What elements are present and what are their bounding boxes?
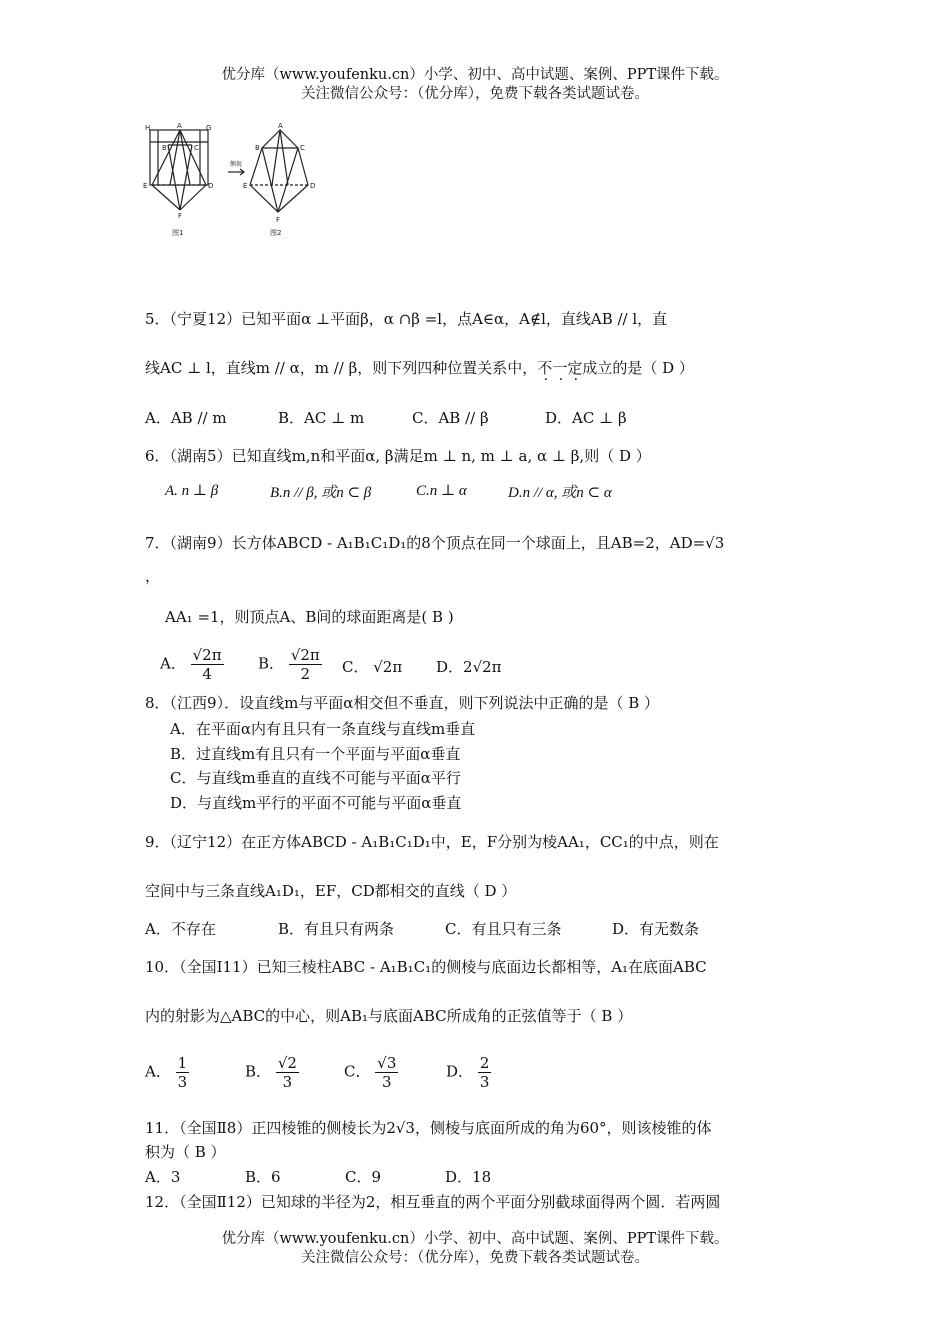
q10-option-c-num: √3 <box>377 1054 397 1072</box>
q7-option-b-fraction <box>289 646 322 683</box>
q6-line-1: 6．（湖南5）已知直线m,n和平面α, β满足m ⊥ n, m ⊥ a, α ⊥ β,则（ D ） <box>145 447 651 465</box>
q10-option-b-fraction <box>276 1054 299 1091</box>
q8-option-d: D．与直线m平行的平面不可能与平面α垂直 <box>170 794 462 812</box>
q11-option-a: A．3 <box>145 1168 181 1186</box>
q7-option-d: D．2√2π <box>436 658 502 676</box>
fig-arrow-label: 侧视 <box>230 161 243 168</box>
q8-option-a: A．在平面α内有且只有一条直线与直线m垂直 <box>170 720 476 738</box>
q10-option-d-label: D． <box>446 1062 474 1081</box>
q5-option-c: C．AB // β <box>412 409 489 427</box>
q11-line-1: 11．（全国Ⅱ8）正四棱锥的侧棱长为2√3，侧棱与底面所成的角为60°，则该棱锥的体 <box>145 1119 712 1137</box>
fig1-label-E: E <box>143 182 148 190</box>
q10-option-d-den: 3 <box>479 1073 490 1091</box>
q11-option-d: D．18 <box>445 1168 492 1186</box>
q10-option-a-label: A． <box>145 1062 171 1081</box>
q8-option-b: B．过直线m有且只有一个平面与平面α垂直 <box>170 745 461 763</box>
q9-line-1: 9．（辽宁12）在正方体ABCD - A₁B₁C₁D₁中，E，F分别为棱AA₁，CC₁的中点，则在 <box>145 833 719 851</box>
q7-option-b-num: √2π <box>290 646 320 664</box>
q6-option-d: D.n // α, 或n ⊂ α <box>508 485 612 501</box>
q5-line-2-end: 成立的是（ D ） <box>582 359 694 377</box>
footer-line-2: 关注微信公众号：（优分库），免费下载各类试题试卷。 <box>301 1250 649 1266</box>
q7-option-a-den: 4 <box>202 665 212 683</box>
q10-option-b <box>245 1054 299 1091</box>
q5-option-a: A．AB // m <box>145 409 227 427</box>
fig2-caption: 图2 <box>270 229 282 237</box>
q10-option-c <box>344 1054 398 1091</box>
q11-option-c: C．9 <box>345 1168 382 1186</box>
q10-option-d-num: 2 <box>479 1054 490 1072</box>
q5-emph-2: 一 <box>552 359 568 377</box>
header-line-2: 关注微信公众号：（优分库），免费下载各类试题试卷。 <box>301 86 649 102</box>
fig1-caption: 图1 <box>172 229 184 237</box>
q7-option-a-label: A． <box>160 654 186 673</box>
q7-line-1: 7．（湖南9）长方体ABCD - A₁B₁C₁D₁的8个顶点在同一个球面上，且AB=2，AD=√3 <box>145 534 725 552</box>
q5-option-b: B．AC ⊥ m <box>278 409 365 427</box>
q5-line-1: 5．（宁夏12）已知平面α ⊥平面β，α ∩β =l，点A∈α，A∉l，直线AB // l，直 <box>145 310 668 328</box>
q10-option-a-num: 1 <box>177 1054 188 1072</box>
q7-comma: ， <box>145 567 161 585</box>
fig2-label-A: A <box>278 122 283 130</box>
q10-option-a-den: 3 <box>177 1073 188 1091</box>
q10-option-a <box>145 1054 189 1091</box>
fig2-label-F: F <box>276 216 281 224</box>
q6-option-c: C.n ⊥ α <box>416 483 467 499</box>
q5-emph-3: 定 <box>567 359 583 377</box>
footer-line-1: 优分库（www.youfenku.cn）小学、初中、高中试题、案例、PPT课件下载。 <box>221 1231 729 1247</box>
q7-option-a <box>160 646 224 683</box>
q10-option-c-den: 3 <box>382 1073 392 1091</box>
fig2-label-B: B <box>255 144 260 152</box>
q7-option-b <box>258 646 322 683</box>
fig1-label-A: A <box>177 122 182 130</box>
fig1-label-B: B <box>162 144 167 152</box>
q9-option-b: B．有且只有两条 <box>278 920 395 938</box>
q7-option-b-label: B． <box>258 654 285 673</box>
fig1-label-C: C <box>194 144 199 152</box>
fig1-label-G: G <box>206 124 212 132</box>
q11-line-2: 积为（ B ） <box>145 1143 226 1161</box>
q10-option-d <box>446 1054 491 1091</box>
q9-option-c: C．有且只有三条 <box>445 920 562 938</box>
q5-option-d: D．AC ⊥ β <box>545 409 627 427</box>
fig2-label-E: E <box>243 182 248 190</box>
q8-line-1: 8．（江西9）．设直线m与平面α相交但不垂直，则下列说法中正确的是（ B ） <box>145 694 660 712</box>
q10-line-1: 10．（全国Ⅰ11）已知三棱柱ABC - A₁B₁C₁的侧棱与底面边长都相等，A₁在底面ABC <box>145 958 707 976</box>
q10-line-2: 内的射影为△ABC的中心，则AB₁与底面ABC所成角的正弦值等于（ B ） <box>145 1007 633 1025</box>
q9-option-a: A．不存在 <box>145 920 216 938</box>
q10-option-b-label: B． <box>245 1062 272 1081</box>
q10-option-d-fraction <box>478 1054 492 1091</box>
fig1-label-F: F <box>178 212 183 220</box>
q7-option-b-den: 2 <box>300 665 311 683</box>
q6-option-a: A. n ⊥ β <box>165 483 219 499</box>
q5-emph-1: 不 <box>537 359 553 377</box>
header-line-1: 优分库（www.youfenku.cn）小学、初中、高中试题、案例、PPT课件下载。 <box>221 67 729 83</box>
q10-option-b-den: 3 <box>282 1073 293 1091</box>
q11-option-b: B．6 <box>245 1168 281 1186</box>
q10-option-b-num: √2 <box>277 1054 297 1072</box>
q7-option-a-num: √2π <box>192 646 222 664</box>
q9-line-2: 空间中与三条直线A₁D₁，EF，CD都相交的直线（ D ） <box>145 882 517 900</box>
q10-option-c-label: C． <box>344 1062 371 1081</box>
fig1-label-D: D <box>208 182 214 190</box>
q5-line-2 <box>145 357 694 378</box>
q6-option-b: B.n // β, 或n ⊂ β <box>270 485 372 501</box>
q10-option-c-fraction <box>375 1054 398 1091</box>
q8-option-c: C．与直线m垂直的直线不可能与平面α平行 <box>170 769 461 787</box>
q10-option-a-fraction <box>176 1054 190 1091</box>
fig1-label-H: H <box>145 124 151 132</box>
q5-line-2-text: 线AC ⊥ l，直线m // α，m // β，则下列四种位置关系中， <box>145 359 538 377</box>
q7-option-c: C． √2π <box>342 658 403 676</box>
geometry-figure <box>140 120 340 240</box>
q9-option-d: D．有无数条 <box>612 920 700 938</box>
fig2-label-C: C <box>300 144 305 152</box>
fig2-label-D: D <box>310 182 316 190</box>
q7-line-2: AA₁ =1，则顶点A、B间的球面距离是( B ) <box>165 608 454 626</box>
q7-option-a-fraction <box>191 646 224 683</box>
q12-line-1: 12．（全国Ⅱ12）已知球的半径为2，相互垂直的两个平面分别截球面得两个圆．若两圆 <box>145 1193 721 1211</box>
